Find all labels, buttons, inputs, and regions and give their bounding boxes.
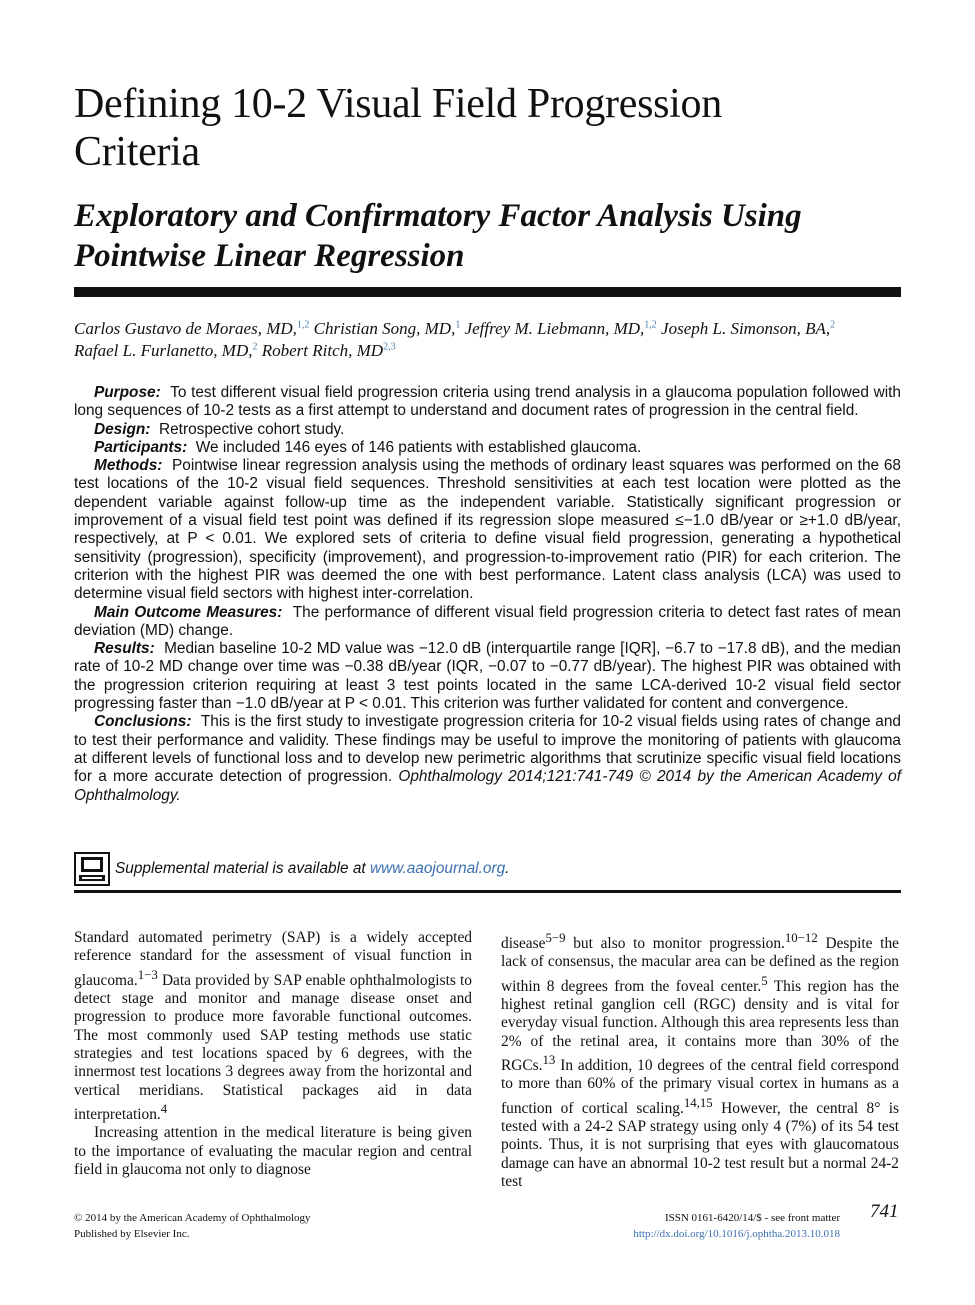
subtitle-line-1: Exploratory and Confirmatory Factor Analysis Using (74, 198, 802, 234)
reference-link[interactable]: 1−3 (137, 967, 158, 982)
body-paragraph (74, 929, 472, 1124)
abstract-conclusions (74, 713, 901, 804)
abstract-text: The performance of different visual field progression criteria to detect fast rates of mean deviation (MD) change. (74, 603, 901, 639)
journal-citation: Ophthalmology 2014;121:741-749 © 2014 by the American Academy of Ophthalmology. (74, 768, 901, 804)
body-text: Standard automated perimetry (SAP) is a widely accepted reference standard for the assessment of visual function in glaucoma. (74, 929, 472, 989)
abstract-text: Retrospective cohort study. (159, 420, 345, 438)
abstract-main-outcome (74, 604, 901, 641)
body-text: In addition, 10 degrees of the central field correspond to more than 60% of the primary visual cortex in humans as a function of cortical scaling. (501, 1057, 899, 1117)
reference-link[interactable]: 13 (542, 1053, 556, 1068)
body-text: Data provided by SAP enable ophthalmologists to detect stage and monitor and manage disease onset and progression to produce more favorable functional outcomes. The most commonly used SAP testing methods use static strategies and test locations spaced by 6 degrees, with the innermost test locations 3 degrees away from the horizontal and vertical meridians. Statistical packages aid in data interpretation. (74, 971, 472, 1123)
supplemental-text (115, 860, 509, 878)
reference-link[interactable]: 10−12 (784, 931, 818, 945)
copyright-notice: © 2014 by the American Academy of Ophthalmology (74, 1212, 311, 1224)
body-paragraph: Increasing attention in the medical literature is being given to the importance of evaluating the macular region and central field in glaucoma not only to diagnose (74, 1124, 472, 1178)
title-divider (74, 287, 901, 297)
journal-website-link[interactable]: www.aaojournal.org (369, 860, 506, 877)
author-name: Carlos Gustavo de Moraes, MD, (74, 319, 297, 338)
abstract-text: Median baseline 10-2 MD value was −12.0 dB (interquartile range [IQR], −6.7 to −17.8 dB), and the median rate of 10-2 MD change over time was −0.38 dB/year (IQR, −0.07 to −0.77 dB/year). The highest PIR was obtained with the progression criterion requiring at least 3 test points located in the same LCA-derived 10-2 visual field sector progressing faster than −1.0 dB/year at P < 0.01. This criterion was further validated for content and convergence. (74, 640, 901, 713)
body-text: Despite the lack of consensus, the macular area can be defined as the region within 8 degrees from the foveal center. (501, 935, 899, 995)
abstract-label: Design: (94, 420, 151, 438)
author-affiliation[interactable]: 1,2 (296, 319, 310, 331)
body-text: but also to monitor progression. (565, 935, 785, 953)
reference-link[interactable]: 14,15 (683, 1095, 713, 1110)
abstract-results (74, 640, 901, 713)
author-affiliation[interactable]: 2 (252, 341, 258, 353)
reference-link[interactable]: 5 (761, 973, 768, 988)
abstract-purpose (74, 384, 901, 421)
body-paragraph (501, 929, 899, 1191)
abstract-label: Methods: (94, 457, 163, 475)
article-subtitle (74, 196, 901, 276)
supplemental-label: Supplemental material is available at (115, 860, 366, 877)
computer-monitor-icon (74, 852, 110, 886)
author-affiliation[interactable]: 2 (830, 319, 836, 331)
reference-link[interactable]: 5−9 (545, 931, 566, 945)
subtitle-line-2: Pointwise Linear Regression (74, 238, 465, 274)
page-number: 741 (870, 1201, 899, 1222)
supplemental-period: . (505, 860, 510, 877)
body-text: This region has the highest retinal ganglion cell (RGC) density and is vital for everyday visual function. Although this area represents less than 2% of the retinal area, it contains more than 30% of the RGCs. (501, 977, 899, 1075)
abstract-label: Purpose: (94, 384, 161, 401)
publisher-notice: Published by Elsevier Inc. (74, 1228, 190, 1240)
abstract (74, 384, 901, 805)
abstract-text: We included 146 eyes of 146 patients with established glaucoma. (195, 438, 642, 456)
body-column-right (501, 929, 899, 1191)
author-name: Robert Ritch, MD (261, 341, 384, 360)
article-title (74, 80, 901, 176)
body-column-left (74, 929, 472, 1179)
author-name: Christian Song, MD, (313, 319, 456, 338)
footer-right (622, 1210, 840, 1242)
issn-notice: ISSN 0161-6420/14/$ - see front matter (664, 1212, 840, 1224)
abstract-participants (74, 439, 901, 457)
author-affiliation[interactable]: 2,3 (383, 341, 396, 353)
abstract-divider (74, 890, 901, 893)
reference-link[interactable]: 4 (160, 1101, 168, 1116)
abstract-methods (74, 457, 901, 603)
abstract-label: Conclusions: (94, 713, 192, 731)
abstract-label: Main Outcome Measures: (94, 603, 283, 621)
abstract-text: This is the first study to investigate progression criteria for 10-2 visual fields using rates of change and to test their performance and validity. These findings may be useful to improve the monitoring of patients with glaucoma at different levels of functional loss and to develop new perimetric algorithms that scrutinize specific visual field locations for a more accurate detection of progression. (74, 713, 901, 786)
abstract-design (74, 421, 901, 439)
supplemental-note (74, 852, 901, 886)
title-line-1: Defining 10-2 Visual Field Progression (74, 81, 722, 127)
body-text: However, the central 8° is tested with a 24-2 SAP strategy using only 4 (7%) of its 54 test points. Thus, it is not surprising that eyes with glaucomatous damage can have an abnormal 10-2 test result but a normal 24-2 test (501, 1099, 899, 1191)
author-name: Jeffrey M. Liebmann, MD, (464, 319, 645, 338)
author-affiliation[interactable]: 1,2 (644, 319, 657, 331)
author-list (74, 318, 901, 362)
doi-link[interactable]: http://dx.doi.org/10.1016/j.ophtha.2013.10.018 (633, 1228, 840, 1240)
author-name: Rafael L. Furlanetto, MD, (74, 341, 253, 360)
abstract-label: Participants: (94, 438, 188, 456)
abstract-label: Results: (94, 640, 155, 658)
body-text: disease (501, 935, 546, 953)
abstract-text: To test different visual field progression criteria using trend analysis in a glaucoma population followed with long sequences of 10-2 tests as a first attempt to understand and document rates of progression in the central field. (74, 384, 901, 420)
footer-left (74, 1210, 311, 1242)
author-affiliation[interactable]: 1 (455, 319, 461, 331)
abstract-text: Pointwise linear regression analysis using the methods of ordinary least squares was performed on the 68 test locations of the 10-2 visual field sequences. Threshold sensitivities at each test location were plotted as the dependent variable against follow-up time as the independent variable. Statistically significant progression or improvement of a visual field test point was defined if its regression slope measured ≤−1.0 dB/year or ≥+1.0 dB/year, respectively, at P < 0.01. We explored sets of criteria to define visual field progression, generating a hypothetical sensitivity (progression), specificity (improvement), and progression-to-improvement ratio (PIR) for each criterion. The criterion with the highest PIR was deemed the one with best performance. Latent class analysis (LCA) was used to determine visual field sectors with highest inter-correlation. (74, 457, 901, 603)
author-name: Joseph L. Simonson, BA, (661, 319, 831, 338)
title-line-2: Criteria (74, 129, 200, 175)
